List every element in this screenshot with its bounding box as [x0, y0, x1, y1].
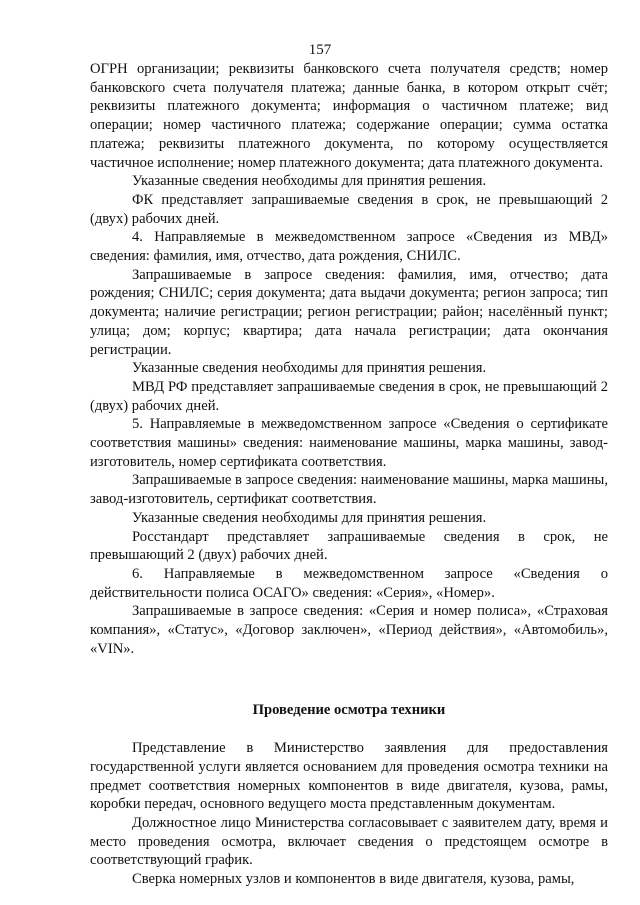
paragraph: 6. Направляемые в межведомственном запросе «Сведения о действительности полиса ОСАГО» сведения: «Серия», «Номер».	[90, 565, 608, 601]
document-body	[90, 60, 608, 889]
paragraph: Указанные сведения необходимы для принятия решения.	[132, 173, 487, 190]
paragraph: ФК представляет запрашиваемые сведения в срок, не превышающий 2 (двух) рабочих дней.	[90, 191, 608, 227]
paragraph: МВД РФ представляет запрашиваемые сведения в срок, не превышающий 2 (двух) рабочих дней.	[90, 378, 608, 414]
paragraph: ОГРН организации; реквизиты банковского счета получателя средств; номер банковского счета получателя платежа; данные банка, в котором открыт счёт; реквизиты платежного документа; информация о частичном платеже; вид операции; номер частичного платежа; содержание операции; сумма остатка платежа; реквизиты платежного документа, по которому осуществляется частичное исполнение; номер платежного документа; дата платежного документа.	[90, 61, 608, 171]
section-heading: Проведение осмотра техники	[252, 701, 446, 718]
paragraph: 5. Направляемые в межведомственном запросе «Сведения о сертификате соответствия машины» сведения: наименование машины, марка машины, завод-изготовитель, номер сертификата соответствия.	[90, 416, 608, 470]
paragraph: Указанные сведения необходимы для принятия решения.	[132, 360, 487, 377]
paragraph: 4. Направляемые в межведомственном запросе «Сведения из МВД» сведения: фамилия, имя, отчество, дата рождения, СНИЛС.	[90, 229, 608, 265]
paragraphs-bottom	[90, 739, 608, 889]
paragraph: Должностное лицо Министерства согласовывает с заявителем дату, время и место проведения осмотра, включает сведения о предстоящем осмотре в соответствующий график.	[90, 815, 608, 869]
paragraph: Представление в Министерство заявления для предоставления государственной услуги является основанием для проведения осмотра техники на предмет соответствия номерных компонентов в виде двигателя, кузова, рамы, коробки передач, основного ведущего моста представленным документам.	[90, 740, 608, 813]
page-number: 157	[308, 42, 332, 58]
paragraph: Запрашиваемые в запросе сведения: наименование машины, марка машины, завод-изготовитель, сертификат соответствия.	[90, 472, 608, 508]
paragraph: Сверка номерных узлов и компонентов в виде двигателя, кузова, рамы,	[132, 871, 575, 888]
paragraph: Запрашиваемые в запросе сведения: «Серия и номер полиса», «Страховая компания», «Статус», «Договор заключен», «Период действия», «Автомобиль», «VIN».	[90, 603, 608, 657]
paragraph: Указанные сведения необходимы для принятия решения.	[132, 509, 487, 526]
paragraph: Запрашиваемые в запросе сведения: фамилия, имя, отчество; дата рождения; СНИЛС; серия документа; дата выдачи документа; регион запроса; тип документа; наличие регистрации; регион регистрации; район; населённый пункт; улица; дом; корпус; квартира; дата начала регистрации; дата окончания регистрации.	[90, 266, 608, 358]
paragraphs-top	[90, 60, 608, 659]
paragraph: Росстандарт представляет запрашиваемые сведения в срок, не превышающий 2 (двух) рабочих дней.	[90, 528, 608, 564]
